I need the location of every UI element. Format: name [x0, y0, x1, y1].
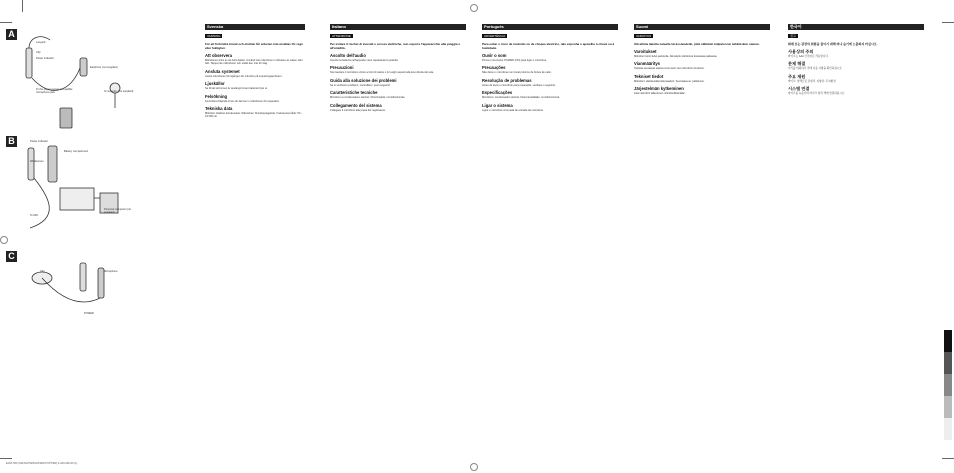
section-a-marker: A: [6, 29, 17, 40]
label-c-power: POWER: [84, 312, 94, 315]
footer-print-code: ECM-TR6 (SW-DAT7ENSV/FI/DK/IT/PT/KR) 4-100-362-60 (1): [6, 462, 78, 465]
section-text: 수리를 의뢰하기 전에 다음 사항을 확인하십시오.: [788, 67, 843, 71]
crop-mark: [0, 458, 12, 459]
label-windscreen: Windscreen: [30, 160, 44, 163]
section-b-marker: B: [6, 136, 17, 147]
section-heading: Guida alla soluzione dei problemi: [330, 77, 397, 83]
crop-mark: [942, 22, 954, 23]
label-plug-in-power: To the plug in power compatible microphone jack: [36, 88, 73, 94]
column-korean: [788, 24, 924, 456]
label-power-indicator: Power indicator: [36, 57, 54, 60]
section-text: Não deixe o microfone num local próximo de fontes de calor.: [482, 71, 552, 75]
crop-mark: [942, 458, 954, 459]
section-text: Mikrofonen drivs av ett AAA-batteri. Använd inte mikrofonen i närheten av vatten eller fukt. Tappa inte mikrofonen och utsätt den inte för slag.: [205, 59, 303, 66]
illustration-panel: [20, 28, 140, 328]
crop-mark: [0, 22, 12, 23]
section-text: Se si verificano problemi, controllare i punti seguenti.: [330, 83, 391, 87]
figure-b: [28, 146, 118, 228]
warning-text: Per evitare il rischio di incendi o scosse elettriche, non esporre l'apparecchio alla pioggia o all'umidità.: [330, 42, 461, 50]
section-heading: Järjestelmän kytkeminen: [634, 86, 684, 92]
language-bar: Português: [482, 24, 618, 30]
section-heading: Varoitukset: [634, 49, 657, 54]
warning-heading: VARNING: [207, 34, 221, 38]
registration-mark: [470, 4, 478, 12]
column-portugues: [482, 24, 618, 456]
column-italiano: [330, 24, 466, 456]
label-personal-computer: Personal computer (not supplied): [104, 208, 131, 214]
crop-mark: [22, 0, 23, 12]
section-text: Non lasciare il microfono vicino a fonti di calore o in luoghi esposti alla luce diretta del sole.: [330, 71, 435, 75]
section-text: Ligue o microfone à tomada de entrada de microfone.: [482, 108, 544, 112]
section-text: Prima o interruptor POWER (ON) para ligar o microfone.: [482, 59, 547, 62]
column-svenska: [205, 24, 305, 456]
section-heading: Vianmääritys: [634, 61, 660, 67]
section-heading: Ligar o sistema: [482, 102, 513, 108]
label-c-microphone: Microphone: [104, 270, 118, 273]
warning-heading: ATTENZIONE: [332, 34, 351, 38]
section-text: Microfono a condensatore electret. Direzionalità: omnidirezionale.: [330, 96, 406, 100]
warning-text: För att förhindra brand och elstötar får enheten inte utsättas för regn eller fuktighet.: [205, 42, 304, 50]
label-ic-recorder: IC recorder (not supplied): [104, 90, 134, 93]
section-text: Tarkista seuraavat seikat ennen kuin viet mikrofonin huoltoon.: [634, 67, 705, 71]
section-text: Anslut mikrofonen till ingången för mikrofon på inspelningsenheten.: [205, 74, 283, 78]
label-earphone: Earphone (not supplied): [90, 66, 118, 69]
section-heading: 시스템 연결: [788, 86, 810, 92]
language-bar: Svenska: [205, 24, 305, 30]
language-bar: 한국어: [788, 24, 924, 30]
section-heading: Tekniset tiedot: [634, 73, 664, 79]
label-b-power-indicator: Power indicator: [30, 140, 48, 143]
section-heading: Precauzioni: [330, 65, 354, 71]
section-heading: Ouvir o som: [482, 53, 507, 58]
label-to-mic: To MIC: [30, 214, 39, 217]
section-heading: Ascolto dell'audio: [330, 53, 366, 58]
section-heading: Caratteristiche tecniche: [330, 90, 378, 96]
section-heading: Collegamento del sistema: [330, 102, 382, 108]
section-heading: 주요 제원: [788, 73, 806, 79]
section-heading: Precauções: [482, 65, 506, 71]
label-c-clip: Clip: [40, 270, 45, 273]
warning-text: 화재 또는 감전의 위험을 줄이기 위해 비나 습기에 노출하지 마십시오.: [788, 42, 878, 46]
figure-c: [32, 263, 104, 302]
language-bar: Suomi: [634, 24, 770, 30]
section-text: 마이크: 일렉트릿 콘덴서. 지향성: 무지향성.: [788, 79, 837, 83]
section-text: Liitä mikrofoni tallentimen mikrofoniliitäntään.: [634, 92, 686, 96]
warning-text: Älä altista laitetta sateelle tai kosteudelle, jotta välttäisit tulipalon tai sähköiskun vaaran.: [634, 42, 760, 46]
section-c-marker: C: [6, 251, 17, 262]
registration-mark: [0, 236, 8, 244]
section-heading: 사용상의 주의: [788, 49, 814, 54]
section-text: 마이크는 AAA 건전지로 작동합니다.: [788, 55, 829, 58]
section-heading: 문제 해결: [788, 61, 806, 67]
label-battery-compartment: Battery compartment: [64, 150, 89, 153]
section-heading: Ljuskällor: [205, 81, 225, 87]
color-registration-bar: [944, 330, 952, 440]
section-text: Antes de levar o microfone para reparação, verifique o seguinte.: [482, 83, 556, 87]
warning-heading: VAROITUS: [636, 34, 652, 38]
warning-heading: ADVERTÊNCIA: [484, 34, 506, 38]
section-text: Collegare il microfono alla presa del registratore.: [330, 108, 386, 112]
section-text: Mikrofoni toimii AAA-paristolla. Älä käytä mikrofonia kosteassa paikassa.: [634, 55, 718, 58]
section-text: Se till att strömmen är avstängd innan batteriet byts ut.: [205, 87, 268, 91]
section-text: Inserire la batteria nell'apposito vano rispettando la polarità.: [330, 59, 399, 62]
warning-text: Para evitar o risco de incêndio ou de choque eléctrico, não exponha o aparelho à chuva ou à humidade.: [482, 42, 615, 50]
label-lanyard: Lanyard: [36, 41, 46, 44]
section-text: 마이크를 녹음기의 마이크 입력 잭에 연결하십시오.: [788, 92, 845, 96]
section-heading: Felsökning: [205, 93, 228, 99]
section-heading: Especificações: [482, 90, 513, 96]
warning-heading: 경고: [790, 34, 796, 38]
section-text: Mikrofoni: elektreettikondensaattori. Suuntaavuus: pallokuvio.: [634, 79, 705, 83]
column-suomi: [634, 24, 770, 456]
section-heading: Tekniska data: [205, 106, 233, 112]
section-heading: Att observera: [205, 53, 232, 58]
section-text: Kontrollera följande innan du lämnar in mikrofonen för reparation.: [205, 99, 280, 103]
section-heading: Resolução de problemas: [482, 77, 532, 83]
language-bar: Italiano: [330, 24, 466, 30]
section-heading: Ansluta systemet: [205, 68, 240, 74]
label-clip: Clip: [36, 51, 41, 54]
section-text: Mikrofon: Elektret kondensator. Riktverkan: Rundupptagande. Frekvensområde: 50 – 15 000 Hz.: [205, 112, 303, 119]
section-text: Microfone: condensador electret. Direccionalidade: omnidireccional.: [482, 96, 560, 100]
registration-mark: [470, 463, 478, 471]
